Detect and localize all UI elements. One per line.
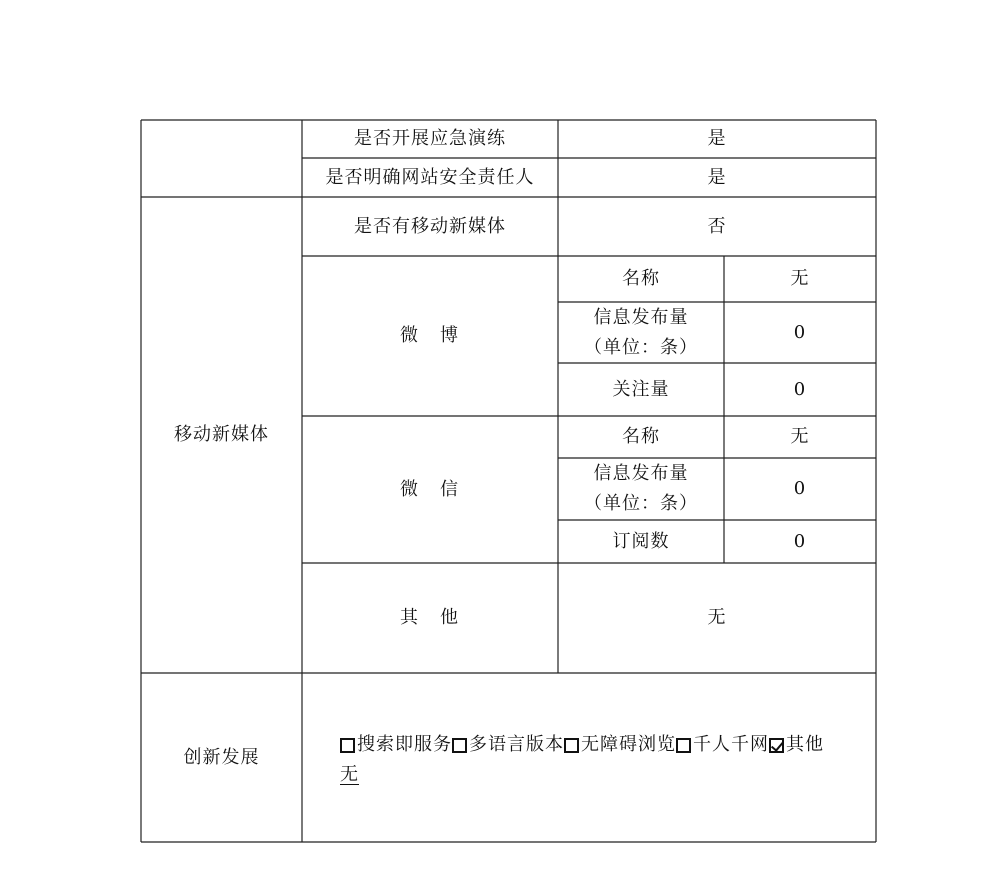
mobile-section-label: 移动新媒体 <box>174 424 269 445</box>
checkbox-icon[interactable] <box>676 738 691 753</box>
wechat-name-value: 无 <box>790 426 810 447</box>
innovation-options <box>340 730 870 790</box>
option-multilang[interactable] <box>452 734 564 755</box>
option-label: 多语言版本 <box>469 734 564 755</box>
wechat-posts-value: 0 <box>793 478 807 499</box>
option-label: 搜索即服务 <box>357 734 452 755</box>
innovation-other-text: 无 <box>340 764 359 785</box>
checkbox-icon[interactable] <box>452 738 467 753</box>
checkbox-icon[interactable] <box>340 738 355 753</box>
owner-label: 是否明确网站安全责任人 <box>325 166 535 188</box>
wechat-posts-label-line1: 信息发布量 <box>593 463 689 484</box>
checkbox-icon[interactable] <box>564 738 579 753</box>
innovation-label: 创新发展 <box>183 746 260 768</box>
option-personalized[interactable] <box>676 734 769 755</box>
weibo-posts-value: 0 <box>793 321 807 343</box>
owner-value: 是 <box>707 166 727 188</box>
drill-label: 是否开展应急演练 <box>354 128 506 149</box>
wechat-name-label: 名称 <box>622 426 660 447</box>
other-value: 无 <box>707 607 727 628</box>
option-label: 无障碍浏览 <box>581 734 676 755</box>
option-search-service[interactable] <box>340 734 452 755</box>
option-label: 其他 <box>786 734 824 755</box>
option-accessibility[interactable] <box>564 734 676 755</box>
other-label: 其 他 <box>400 607 460 628</box>
weibo-label: 微 博 <box>400 325 460 346</box>
option-label: 千人千网 <box>693 734 769 755</box>
weibo-posts-label-line1: 信息发布量 <box>593 306 689 328</box>
weibo-posts-label-line2: （单位：条） <box>584 336 698 358</box>
weibo-follow-value: 0 <box>793 378 807 400</box>
weibo-posts-label <box>558 302 724 363</box>
wechat-sub-label: 订阅数 <box>612 530 670 552</box>
wechat-label: 微 信 <box>400 478 460 500</box>
has-mobile-value: 否 <box>707 215 727 237</box>
option-other[interactable] <box>769 734 824 755</box>
wechat-posts-label-line2: （单位：条） <box>584 493 698 514</box>
has-mobile-label: 是否有移动新媒体 <box>354 215 506 237</box>
weibo-follow-label: 关注量 <box>612 378 670 400</box>
weibo-name-value: 无 <box>790 268 810 289</box>
wechat-sub-value: 0 <box>793 530 807 552</box>
drill-value: 是 <box>707 128 727 149</box>
wechat-posts-label <box>558 458 724 520</box>
weibo-name-label: 名称 <box>622 268 660 289</box>
checkbox-checked-icon[interactable] <box>769 738 784 753</box>
